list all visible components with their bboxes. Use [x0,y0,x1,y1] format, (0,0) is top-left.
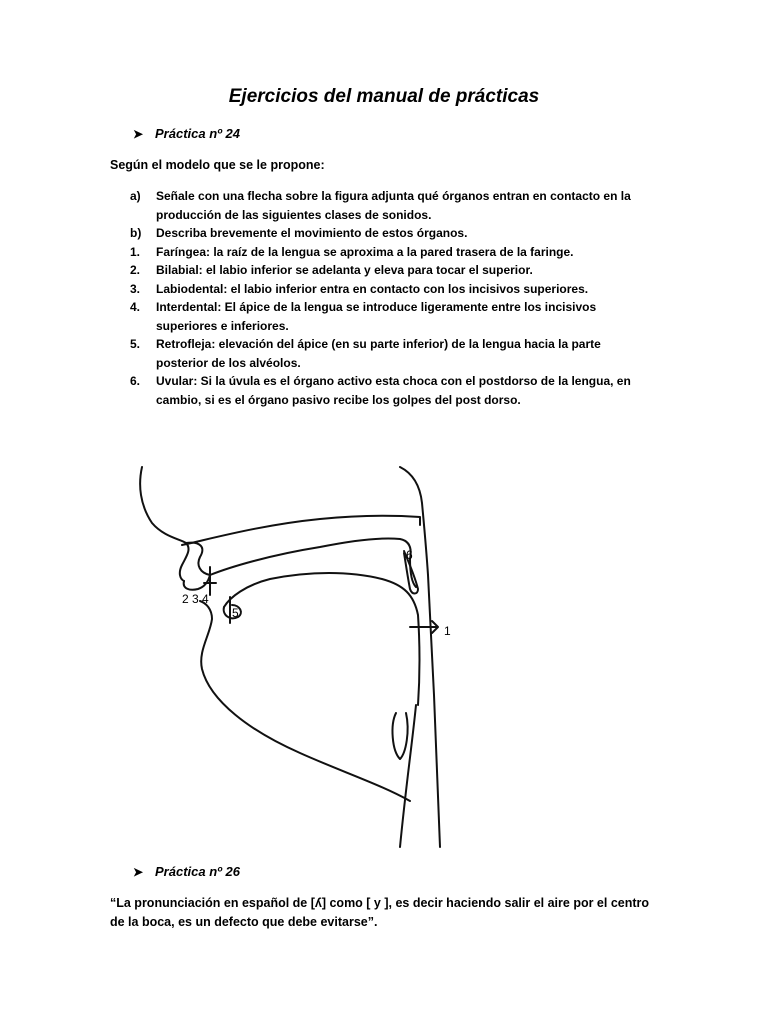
exercise-list [130,187,650,409]
list-item [130,335,650,372]
epiglottis-outline [393,713,408,759]
arrow-marker-1 [410,621,438,633]
figure-label-6: 6 [406,548,413,562]
list-marker: 2. [130,263,141,277]
list-item [130,224,650,243]
tongue-outline [224,573,420,705]
section-heading-label: Práctica nº 26 [155,864,240,879]
arrow-bullet-icon: ➤ [133,865,144,879]
page-title: Ejercicios del manual de prácticas [228,86,540,107]
list-item-text: Faríngea: la raíz de la lengua se aproxima a la pared trasera de la faringe. [156,244,574,259]
list-item-text: Uvular: Si la úvula es el órgano activo esta choca con el postdorso de la lengua, en cambio, si es el órgano pasivo recibe los golpes del post dorso. [156,374,631,407]
list-marker: 5. [130,337,141,351]
list-item-text: Labiodental: el labio inferior entra en contacto con los incisivos superiores. [156,281,589,296]
list-item [130,280,650,299]
section-heading-practica-24 [133,126,240,141]
figure-label-5: 5 [232,606,239,620]
figure-label-1: 1 [444,624,451,638]
list-marker: 3. [130,281,141,296]
nasal-cavity-outline [182,516,420,545]
list-marker: a) [130,189,141,203]
list-item-text: Describa brevemente el movimiento de estos órganos. [156,226,468,240]
list-item-text: Señale con una flecha sobre la figura adjunta qué órganos entran en contacto en la producción de las siguientes clases de sonidos. [156,189,631,222]
list-marker: b) [130,226,142,240]
practica-26-quote: “La pronunciación en español de [ʎ] como [ y ], es decir haciendo salir el aire por el centro de la boca, es un defecto que debe evitarse”. [110,896,650,929]
list-item [130,372,650,409]
list-item [130,243,650,262]
arrow-marker-234 [204,567,216,595]
section-heading-practica-26 [133,864,240,879]
list-item [130,187,650,224]
list-marker: 6. [130,374,141,388]
nose-outline [140,467,188,581]
figure-label-234: 2 3 4 [182,592,209,606]
list-item [130,298,650,335]
list-marker: 1. [130,244,141,259]
vocal-tract-drawing [120,455,480,850]
section-heading-label: Práctica nº 24 [155,126,240,141]
intro-text: Según el modelo que se le propone: [110,158,325,172]
vocal-tract-diagram [120,455,480,850]
list-item-text: Retrofleja: elevación del ápice (en su parte inferior) de la lengua hacia la parte posterior de los alvéolos. [156,337,601,370]
lower-jaw-outline [200,601,410,801]
list-item-text: Bilabial: el labio inferior se adelanta y eleva para tocar el superior. [156,263,533,277]
arrow-bullet-icon: ➤ [133,127,144,141]
list-item [130,261,650,280]
list-marker: 4. [130,300,141,314]
list-item-text: Interdental: El ápice de la lengua se introduce ligeramente entre los incisivos superiores e inferiores. [156,300,597,333]
